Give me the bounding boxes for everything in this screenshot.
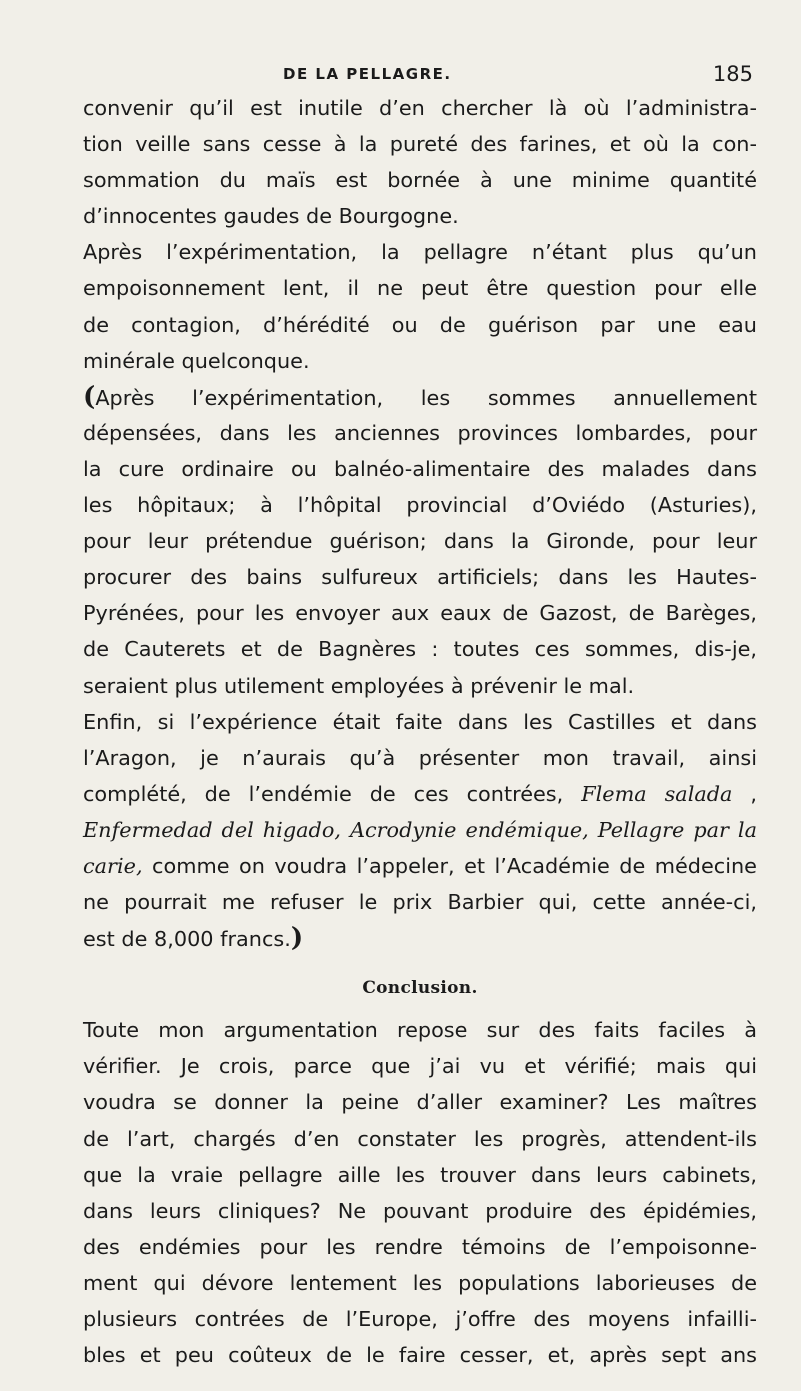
text-line-content: est de 8,000 francs. [83, 927, 291, 952]
text-line: ment qui dévore lentement les populations laborieuses de [83, 1270, 757, 1295]
text-line: sommation du maïs est bornée à une minime quantité [83, 168, 757, 193]
text-line-bracketed [83, 920, 757, 956]
text-line: dépensées, dans les anciennes provinces lombardes, pour [83, 420, 757, 445]
section-heading: Conclusion. [362, 978, 478, 999]
italic-term: carie, [83, 853, 143, 878]
text-line: la cure ordinaire ou balnéo-alimentaire des malades dans [83, 456, 757, 481]
text-line: ne pourrait me refuser le prix Barbier qui, cette année-ci, [83, 890, 757, 915]
text-line: bles et peu coûteux de le faire cesser, et, après sept ans [83, 1343, 757, 1368]
text-line: dans leurs cliniques? Ne pouvant produire des épidémies, [83, 1198, 757, 1223]
text-line: minérale quelconque. [83, 348, 310, 373]
open-bracket: ( [83, 381, 96, 412]
text-line: voudra se donner la peine d’aller examiner? Les maîtres [83, 1090, 757, 1115]
page-header [83, 46, 783, 86]
running-head: DE LA PELLAGRE. [283, 65, 452, 83]
text-segment: complété, de l’endémie de ces contrées, [83, 781, 564, 806]
text-line-bracketed [83, 379, 757, 415]
text-line: Toute mon argumentation repose sur des faits faciles à [83, 1018, 757, 1043]
text-line: procurer des bains sulfureux artificiels; dans les Hautes- [83, 565, 757, 590]
text-line-content: Après l’expérimentation, les sommes annuellement [95, 385, 757, 410]
text-line: tion veille sans cesse à la pureté des farines, et où la con- [83, 132, 757, 157]
text-line: Après l’expérimentation, la pellagre n’étant plus qu’un [83, 240, 757, 265]
page-body [83, 90, 757, 1373]
text-line-italic [83, 812, 757, 848]
text-line: l’Aragon, je n’aurais qu’à présenter mon travail, ainsi [83, 745, 757, 770]
text-line: empoisonnement lent, il ne peut être question pour elle [83, 276, 757, 301]
text-line: d’innocentes gaudes de Bourgogne. [83, 204, 459, 229]
text-line: seraient plus utilement employées à prévenir le mal. [83, 673, 635, 698]
close-bracket: ) [290, 923, 304, 954]
text-line: de l’art, chargés d’en constater les progrès, attendent-ils [83, 1126, 757, 1151]
text-segment: comme on voudra l’appeler, et l’Académie de médecine [152, 853, 757, 878]
text-line-mixed [83, 848, 757, 884]
text-line: que la vraie pellagre aille les trouver dans leurs cabinets, [83, 1162, 757, 1187]
italic-term: Enfermedad del higado, Acrodynie endémique, Pellagre par la [83, 817, 757, 842]
text-line: de contagion, d’hérédité ou de guérison par une eau [83, 312, 757, 337]
text-line-mixed: complété, de l’endémie de ces contrées, Flema salada , [83, 781, 757, 806]
text-line: plusieurs contrées de l’Europe, j’offre des moyens infailli- [83, 1307, 757, 1331]
italic-term: Flema salada [581, 781, 733, 806]
text-line: Enfin, si l’expérience était faite dans les Castilles et dans [83, 709, 757, 734]
text-line: des endémies pour les rendre témoins de l’empoisonne- [83, 1234, 757, 1259]
text-line: Pyrénées, pour les envoyer aux eaux de Gazost, de Barèges, [83, 601, 757, 626]
text-line: de Cauterets et de Bagnères : toutes ces sommes, dis-je, [83, 637, 757, 662]
text-line: les hôpitaux; à l’hôpital provincial d’Oviédo (Asturies), [83, 493, 757, 518]
page-number: 185 [712, 62, 753, 86]
text-line: vérifier. Je crois, parce que j’ai vu et vérifié; mais qui [83, 1054, 757, 1079]
text-line: convenir qu’il est inutile d’en chercher là où l’administra- [83, 96, 757, 120]
text-line: pour leur prétendue guérison; dans la Gironde, pour leur [83, 529, 757, 554]
